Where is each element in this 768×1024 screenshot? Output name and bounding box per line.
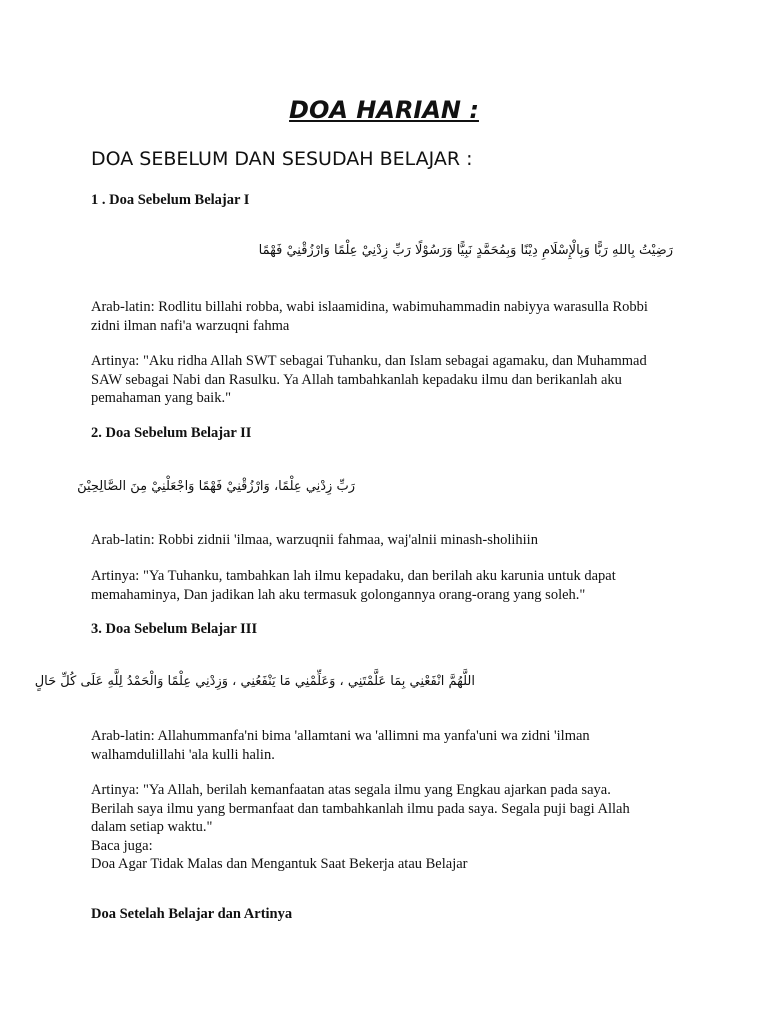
doa-3-artinya	[91, 781, 681, 874]
doa-setelah-belajar-heading: Doa Setelah Belajar dan Artinya	[91, 906, 293, 922]
baca-juga-label: Baca juga:	[91, 837, 153, 854]
doa-2-artinya	[91, 567, 681, 604]
doa-1-latin-line: Arab-latin: Rodlitu billahi robba, wabi islaamidina, wabimuhammadin nabiyya warasulla Robbi	[91, 299, 648, 315]
doa-3-artinya-line: Berilah saya ilmu yang bermanfaat dan tambahkanlah ilmu pada saya. Segala puji bagi Allah	[91, 800, 630, 817]
baca-juga-link[interactable]: Doa Agar Tidak Malas dan Mengantuk Saat Bekerja atau Belajar	[91, 856, 468, 872]
doa-3-arabic: اللَّهُمَّ انْفَعْنِي بِمَا عَلَّمْتَنِي ، وَعَلِّمْنِي مَا يَنْفَعُنِي ، وَزِدْنِي عِلْمًا وَالْحَمْدُ لِلَّهِ عَلَى كُلِّ حَالٍ	[34, 674, 475, 689]
doa-2-latin	[91, 531, 681, 550]
doa-1-latin	[91, 298, 681, 335]
doa-1-artinya-line: pemahaman yang baik."	[91, 390, 231, 406]
doa-3-latin-line: walhamdulillahi 'ala kulli halin.	[91, 746, 275, 763]
doa-3-artinya-line: Artinya: "Ya Allah, berilah kemanfaatan atas segala ilmu yang Engkau ajarkan pada saya.	[91, 782, 611, 798]
doa-1-artinya	[91, 352, 681, 408]
doa-2-artinya-line: memahaminya, Dan jadikan lah aku termasuk golongannya orang-orang yang soleh."	[91, 586, 586, 603]
doa-1-artinya-line: SAW sebagai Nabi dan Rasulku. Ya Allah tambahkanlah kepadaku ilmu dan berikanlah aku	[91, 371, 622, 388]
doa-2-label: 2. Doa Sebelum Belajar II	[91, 425, 252, 441]
section-heading: DOA SEBELUM DAN SESUDAH BELAJAR :	[91, 148, 473, 170]
doa-3-label: 3. Doa Sebelum Belajar III	[91, 621, 258, 637]
doa-2-arabic: رَبِّ زِدْنِي عِلْمًا، وَارْزُقْنِيْ فَهْمًا وَاجْعَلْنِيْ مِنَ الصَّالِحِيْنَ	[77, 479, 355, 494]
doa-3-artinya-line: dalam setiap waktu."	[91, 819, 213, 835]
page-title: DOA HARIAN :	[289, 96, 479, 124]
doa-1-arabic: رَضِيْتُ بِاللهِ رَبًّا وَبِالْإِسْلَامِ دِيْنًا وَبِمُحَمَّدٍ نَبِيًّا وَرَسُوْلًا رَبِّ زِدْنِيْ عِلْمًا وَارْزُقْنِيْ فَهْمًا	[258, 243, 673, 258]
doa-2-artinya-line: Artinya: "Ya Tuhanku, tambahkan lah ilmu kepadaku, dan berilah aku karunia untuk dapat	[91, 568, 616, 584]
doa-3-latin-line: Arab-latin: Allahummanfa'ni bima 'allamtani wa 'allimni ma yanfa'uni wa zidni 'ilman	[91, 728, 590, 744]
doa-1-label: 1 . Doa Sebelum Belajar I	[91, 192, 250, 208]
doa-2-latin-line: Arab-latin: Robbi zidnii 'ilmaa, warzuqnii fahmaa, waj'alnii minash-sholihiin	[91, 532, 538, 548]
doa-3-latin	[91, 727, 681, 764]
doa-1-latin-line: zidni ilman nafi'a warzuqni fahma	[91, 317, 290, 334]
doa-1-artinya-line: Artinya: "Aku ridha Allah SWT sebagai Tuhanku, dan Islam sebagai agamaku, dan Muhammad	[91, 353, 647, 369]
